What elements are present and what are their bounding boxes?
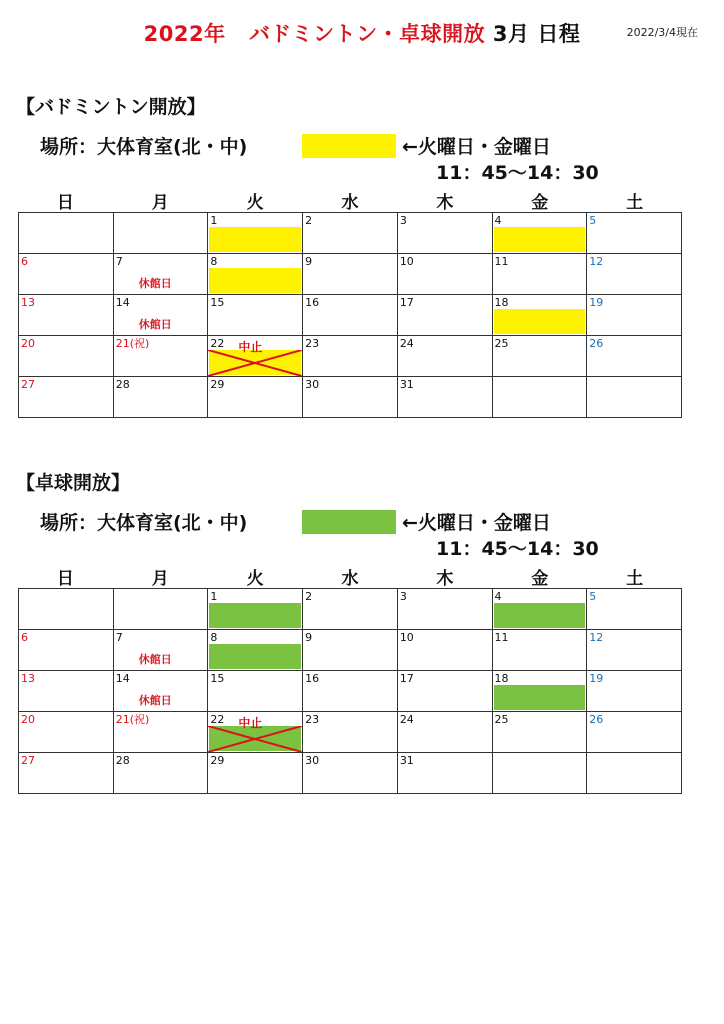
calendar-day-cell: [208, 630, 303, 671]
day-number: 28: [115, 754, 130, 767]
calendar-week-row: [19, 377, 682, 418]
day-number: 31: [399, 378, 414, 391]
open-session-bar: [494, 685, 586, 710]
open-session-bar: [209, 268, 301, 293]
day-number: 8: [210, 631, 218, 644]
weekday-label: 水: [341, 569, 359, 589]
day-number: 29: [210, 378, 225, 391]
calendar-week-row: [19, 712, 682, 753]
title-month: 3月: [492, 22, 530, 46]
day-number: 30: [305, 378, 320, 391]
day-number: 26: [589, 337, 604, 350]
as-of-date: 2022/3/4現在: [626, 26, 698, 39]
day-number: 24: [399, 337, 414, 350]
weekday-label: 日: [56, 569, 74, 589]
calendar-day-cell: [587, 671, 682, 712]
day-number: 22: [210, 337, 225, 350]
calendar-day-cell: [19, 712, 114, 753]
day-number: 19: [589, 296, 604, 309]
calendar-day-cell: [113, 295, 208, 336]
open-session-bar: [494, 603, 586, 628]
day-number: 13: [21, 672, 35, 685]
calendar-day-cell: [492, 213, 587, 254]
closed-note: 休館日: [138, 277, 172, 290]
calendar-day-cell: [587, 295, 682, 336]
calendar-day-cell: [19, 336, 114, 377]
calendar-day-cell: [303, 671, 398, 712]
day-number: 20: [21, 337, 35, 350]
calendar-day-cell: [19, 671, 114, 712]
calendar-day-cell: [587, 630, 682, 671]
day-number: 15: [210, 296, 225, 309]
weekday-label: 木: [436, 193, 454, 213]
calendar-day-cell: [492, 377, 587, 418]
calendar-day-cell: [19, 213, 114, 254]
calendar-day-cell: [492, 336, 587, 377]
day-number: 27: [21, 378, 35, 391]
calendar-day-cell: [303, 336, 398, 377]
calendar-week-row: [19, 753, 682, 794]
open-session-bar: [494, 309, 586, 334]
time-label: 11：45～14：30: [436, 162, 599, 184]
title-year: 2022年: [143, 22, 226, 46]
day-number: 8: [210, 255, 218, 268]
day-number: 2: [305, 214, 313, 227]
closed-note: 休館日: [138, 653, 172, 666]
cancel-cross-icon: [208, 726, 302, 752]
legend-text: ←火曜日・金曜日: [402, 136, 551, 158]
open-session-bar: [209, 644, 301, 669]
day-number: 14: [115, 672, 130, 685]
legend-swatch: [302, 510, 396, 534]
calendar-day-cell: [208, 336, 303, 377]
calendar-day-cell: [587, 589, 682, 630]
section-title: 【卓球開放】: [16, 472, 131, 494]
day-number: 16: [305, 672, 320, 685]
calendar-day-cell: [19, 589, 114, 630]
calendar-day-cell: [303, 753, 398, 794]
day-number: 15: [210, 672, 225, 685]
weekday-label: 金: [531, 569, 549, 589]
calendar-table: [18, 212, 682, 418]
calendar-day-cell: [587, 712, 682, 753]
cancel-cross-icon: [208, 350, 302, 376]
calendar-day-cell: [113, 712, 208, 753]
calendar-week-row: [19, 671, 682, 712]
weekday-label: 水: [341, 193, 359, 213]
day-number: 31: [399, 754, 414, 767]
badminton-section: [0, 92, 724, 442]
calendar-day-cell: [208, 254, 303, 295]
day-number: 28: [115, 378, 130, 391]
weekday-label: 火: [246, 193, 264, 213]
calendar-day-cell: [113, 753, 208, 794]
calendar-day-cell: [208, 295, 303, 336]
venue-label: 場所：大体育室(北・中): [40, 136, 248, 158]
day-number: 19: [589, 672, 604, 685]
day-number: 27: [21, 754, 35, 767]
calendar-day-cell: [303, 213, 398, 254]
weekday-label: 木: [436, 569, 454, 589]
calendar-day-cell: [587, 213, 682, 254]
section-title: 【バドミントン開放】: [16, 96, 206, 118]
cancelled-note: 中止: [238, 716, 263, 730]
calendar-day-cell: [208, 213, 303, 254]
calendar-day-cell: [397, 377, 492, 418]
calendar-week-row: [19, 295, 682, 336]
calendar-week-row: [19, 336, 682, 377]
calendar-day-cell: [208, 712, 303, 753]
calendar-week-row: [19, 589, 682, 630]
calendar-day-cell: [19, 753, 114, 794]
calendar-week-row: [19, 254, 682, 295]
weekday-label: 月: [151, 569, 169, 589]
day-number: 25: [494, 713, 509, 726]
day-number: 18: [494, 672, 509, 685]
calendar-day-cell: [397, 630, 492, 671]
calendar-day-cell: [303, 712, 398, 753]
calendar-day-cell: [397, 254, 492, 295]
calendar-day-cell: [587, 753, 682, 794]
calendar-day-cell: [113, 213, 208, 254]
day-number: 21(祝): [115, 713, 150, 726]
calendar-day-cell: [208, 589, 303, 630]
day-number: 1: [210, 590, 218, 603]
calendar-week-row: [19, 630, 682, 671]
calendar-day-cell: [208, 753, 303, 794]
day-number: 12: [589, 631, 604, 644]
calendar-day-cell: [492, 671, 587, 712]
weekday-label: 火: [246, 569, 264, 589]
day-number: 7: [115, 255, 123, 268]
venue-label: 場所：大体育室(北・中): [40, 512, 248, 534]
calendar-day-cell: [492, 630, 587, 671]
calendar-day-cell: [303, 589, 398, 630]
day-number: 22: [210, 713, 225, 726]
page-title: [0, 18, 724, 48]
day-number: 11: [494, 631, 509, 644]
calendar-day-cell: [19, 630, 114, 671]
calendar-day-cell: [19, 377, 114, 418]
calendar-day-cell: [113, 671, 208, 712]
weekday-header: [18, 188, 682, 212]
day-number: 10: [399, 255, 414, 268]
day-number: 4: [494, 214, 502, 227]
day-number: 17: [399, 672, 414, 685]
closed-note: 休館日: [138, 694, 172, 707]
calendar-day-cell: [19, 295, 114, 336]
weekday-label: 日: [56, 193, 74, 213]
calendar-day-cell: [492, 589, 587, 630]
calendar-day-cell: [587, 377, 682, 418]
calendar-week-row: [19, 213, 682, 254]
calendar-day-cell: [397, 589, 492, 630]
calendar-day-cell: [397, 753, 492, 794]
day-number: 14: [115, 296, 130, 309]
title-schedule: 日程: [537, 22, 581, 46]
calendar-day-cell: [303, 254, 398, 295]
day-number: 20: [21, 713, 35, 726]
calendar-day-cell: [113, 630, 208, 671]
calendar-day-cell: [492, 254, 587, 295]
calendar-day-cell: [492, 753, 587, 794]
calendar-day-cell: [113, 336, 208, 377]
day-number: 23: [305, 337, 320, 350]
open-session-bar: [209, 603, 301, 628]
calendar-day-cell: [113, 377, 208, 418]
time-label: 11：45～14：30: [436, 538, 599, 560]
day-number: 9: [305, 255, 313, 268]
calendar-day-cell: [303, 630, 398, 671]
day-number: 5: [589, 590, 597, 603]
calendar-day-cell: [113, 254, 208, 295]
day-number: 1: [210, 214, 218, 227]
calendar-day-cell: [397, 213, 492, 254]
day-number: 23: [305, 713, 320, 726]
cancelled-note: 中止: [238, 340, 263, 354]
day-number: 5: [589, 214, 597, 227]
calendar-day-cell: [113, 589, 208, 630]
day-number: 13: [21, 296, 35, 309]
day-number: 2: [305, 590, 313, 603]
day-number: 25: [494, 337, 509, 350]
calendar-day-cell: [397, 336, 492, 377]
weekday-header: [18, 564, 682, 588]
calendar-day-cell: [397, 671, 492, 712]
day-number: 3: [399, 214, 407, 227]
calendar-day-cell: [587, 336, 682, 377]
calendar-day-cell: [208, 671, 303, 712]
open-session-bar: [494, 227, 586, 252]
day-number: 29: [210, 754, 225, 767]
day-number: 26: [589, 713, 604, 726]
day-number: 4: [494, 590, 502, 603]
day-number: 12: [589, 255, 604, 268]
calendar-day-cell: [397, 712, 492, 753]
day-number: 10: [399, 631, 414, 644]
weekday-label: 土: [626, 569, 644, 589]
closed-note: 休館日: [138, 318, 172, 331]
weekday-label: 月: [151, 193, 169, 213]
open-session-bar: [209, 227, 301, 252]
day-number: 7: [115, 631, 123, 644]
legend-text: ←火曜日・金曜日: [402, 512, 551, 534]
calendar-day-cell: [303, 377, 398, 418]
calendar-day-cell: [397, 295, 492, 336]
day-number: 11: [494, 255, 509, 268]
calendar-day-cell: [19, 254, 114, 295]
day-number: 17: [399, 296, 414, 309]
day-number: 6: [21, 631, 28, 644]
calendar-day-cell: [492, 295, 587, 336]
tabletennis-section: [0, 468, 724, 818]
day-number: 24: [399, 713, 414, 726]
calendar-day-cell: [303, 295, 398, 336]
day-number: 9: [305, 631, 313, 644]
day-number: 18: [494, 296, 509, 309]
day-number: 3: [399, 590, 407, 603]
calendar-table: [18, 588, 682, 794]
title-event: バドミントン・卓球開放: [249, 22, 486, 46]
calendar-day-cell: [492, 712, 587, 753]
weekday-label: 土: [626, 193, 644, 213]
weekday-label: 金: [531, 193, 549, 213]
day-number: 30: [305, 754, 320, 767]
day-number: 21(祝): [115, 337, 150, 350]
legend-swatch: [302, 134, 396, 158]
day-number: 6: [21, 255, 28, 268]
calendar-day-cell: [208, 377, 303, 418]
day-number: 16: [305, 296, 320, 309]
calendar-day-cell: [587, 254, 682, 295]
